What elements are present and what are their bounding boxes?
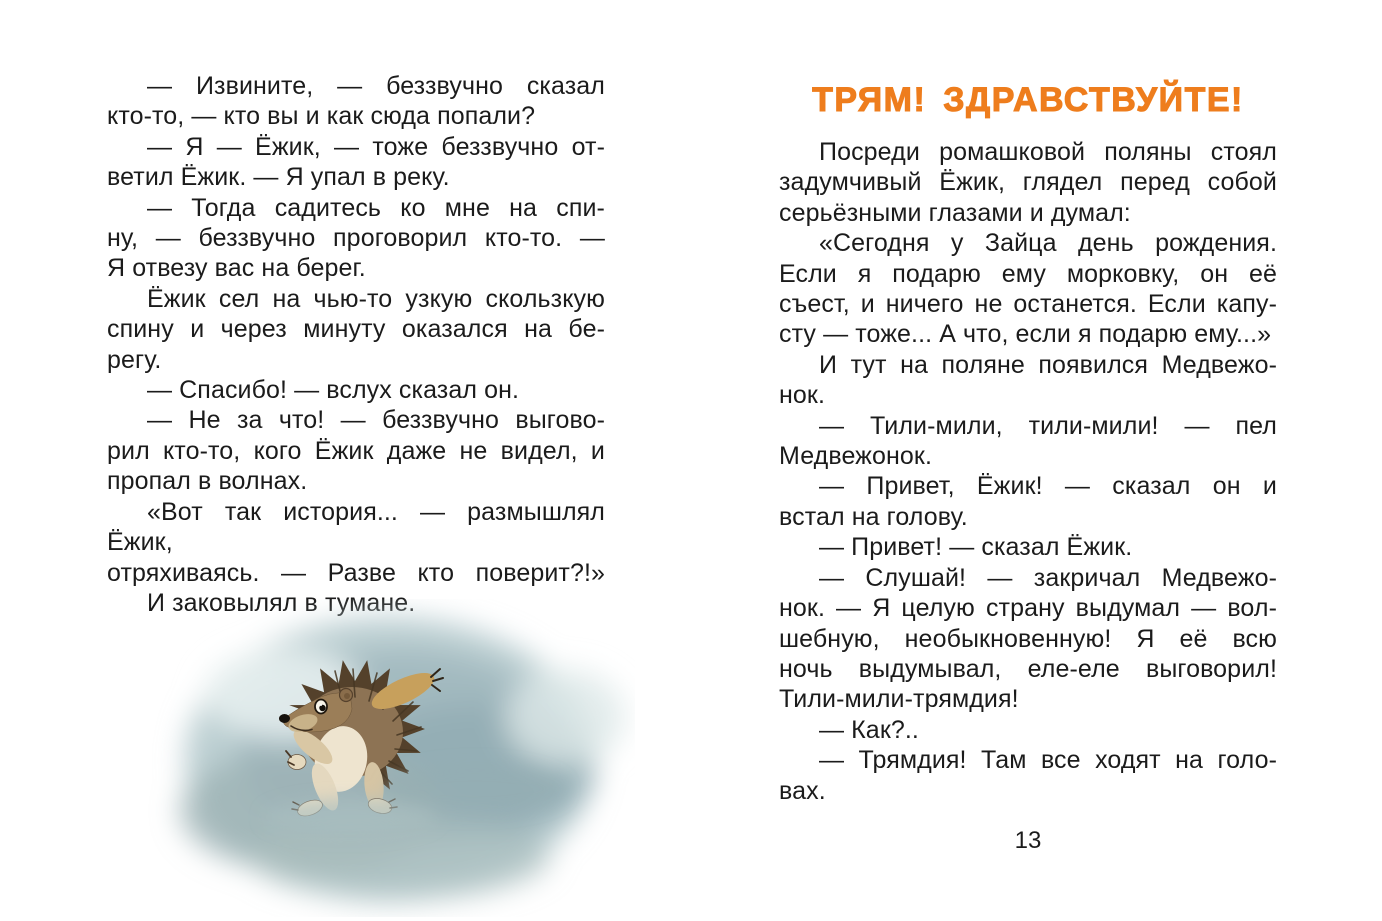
story-line: — Слушай! — закричал Медвежо- bbox=[819, 563, 1277, 592]
story-line: съест, и ничего не останется. Если капу- bbox=[779, 290, 1277, 319]
story-line: рил кто-то, кого Ёжик даже не видел, и bbox=[107, 436, 605, 465]
hedgehog-nose bbox=[279, 714, 290, 723]
story-line: кто-то, — кто вы и как сюда попали? bbox=[107, 102, 536, 131]
story-line: встал на голову. bbox=[779, 502, 968, 531]
story-line: — Тогда садитесь ко мне на спи- bbox=[147, 193, 605, 222]
hedgehog-illustration bbox=[145, 599, 635, 917]
story-line: — Трямдия! Там все ходят на голо- bbox=[819, 746, 1277, 775]
story-line: — Привет, Ёжик! — сказал он и bbox=[819, 472, 1277, 501]
story-line: — Не за что! — беззвучно выгово- bbox=[147, 406, 605, 435]
fog-blob bbox=[180, 617, 625, 901]
story-line: ну, — беззвучно проговорил кто-то. — bbox=[107, 224, 605, 253]
story-line: — Как?.. bbox=[819, 715, 919, 744]
story-line: И тут на поляне появился Медвежо- bbox=[819, 350, 1277, 379]
story-line: — Я — Ёжик, — тоже беззвучно от- bbox=[147, 132, 605, 161]
story-line: Тили-мили-трямдия! bbox=[779, 685, 1019, 714]
story-line: шебную, необыкновенную! Я её всю bbox=[779, 624, 1277, 653]
story-line: Медвежонок. bbox=[779, 442, 932, 471]
story-line: «Вот так история... — размышлял Ёжик, bbox=[107, 497, 605, 557]
story-line: — Извините, — беззвучно сказал bbox=[147, 72, 605, 100]
story-line: — Тили-мили, тили-мили! — пел bbox=[819, 411, 1277, 440]
story-line: Ёжик сел на чью-то узкую скользкую bbox=[147, 284, 605, 313]
story-line: серьёзными глазами и думал: bbox=[779, 198, 1131, 227]
story-line: Если я подарю ему морковку, он её bbox=[779, 259, 1277, 288]
story-line: нок. — Я целую страну выдумал — вол- bbox=[779, 594, 1277, 623]
story-line: ветил Ёжик. — Я упал в реку. bbox=[107, 163, 450, 192]
story-line: задумчивый Ёжик, глядел перед собой bbox=[779, 168, 1277, 197]
story-line: вах. bbox=[779, 776, 826, 805]
story-line: Посреди ромашковой поляны стоял bbox=[819, 138, 1277, 166]
chapter-title: ТРЯМ! ЗДРАВСТВУЙТЕ! bbox=[812, 81, 1244, 119]
story-line: — Спасибо! — вслух сказал он. bbox=[147, 376, 520, 405]
story-line: — Привет! — сказал Ёжик. bbox=[819, 533, 1133, 562]
page-number: 13 bbox=[1014, 827, 1042, 854]
story-line: ночь выдумывал, еле-еле выговорил! bbox=[779, 654, 1277, 683]
story-line: И заковылял в тумане. bbox=[147, 588, 416, 617]
story-line: спину и через минуту оказался на бе- bbox=[107, 315, 605, 344]
story-line: сту — тоже... А что, если я подарю ему...» bbox=[779, 320, 1272, 349]
story-line: отряхиваясь. — Разве кто поверит?!» bbox=[107, 558, 605, 587]
story-line: нок. bbox=[779, 381, 825, 410]
story-line: Я отвезу вас на берег. bbox=[107, 254, 366, 283]
story-line: регу. bbox=[107, 345, 162, 374]
left-page bbox=[107, 71, 605, 618]
story-line: «Сегодня у Зайца день рождения. bbox=[819, 229, 1277, 258]
right-page bbox=[779, 82, 1277, 806]
story-line: пропал в волнах. bbox=[107, 467, 308, 496]
